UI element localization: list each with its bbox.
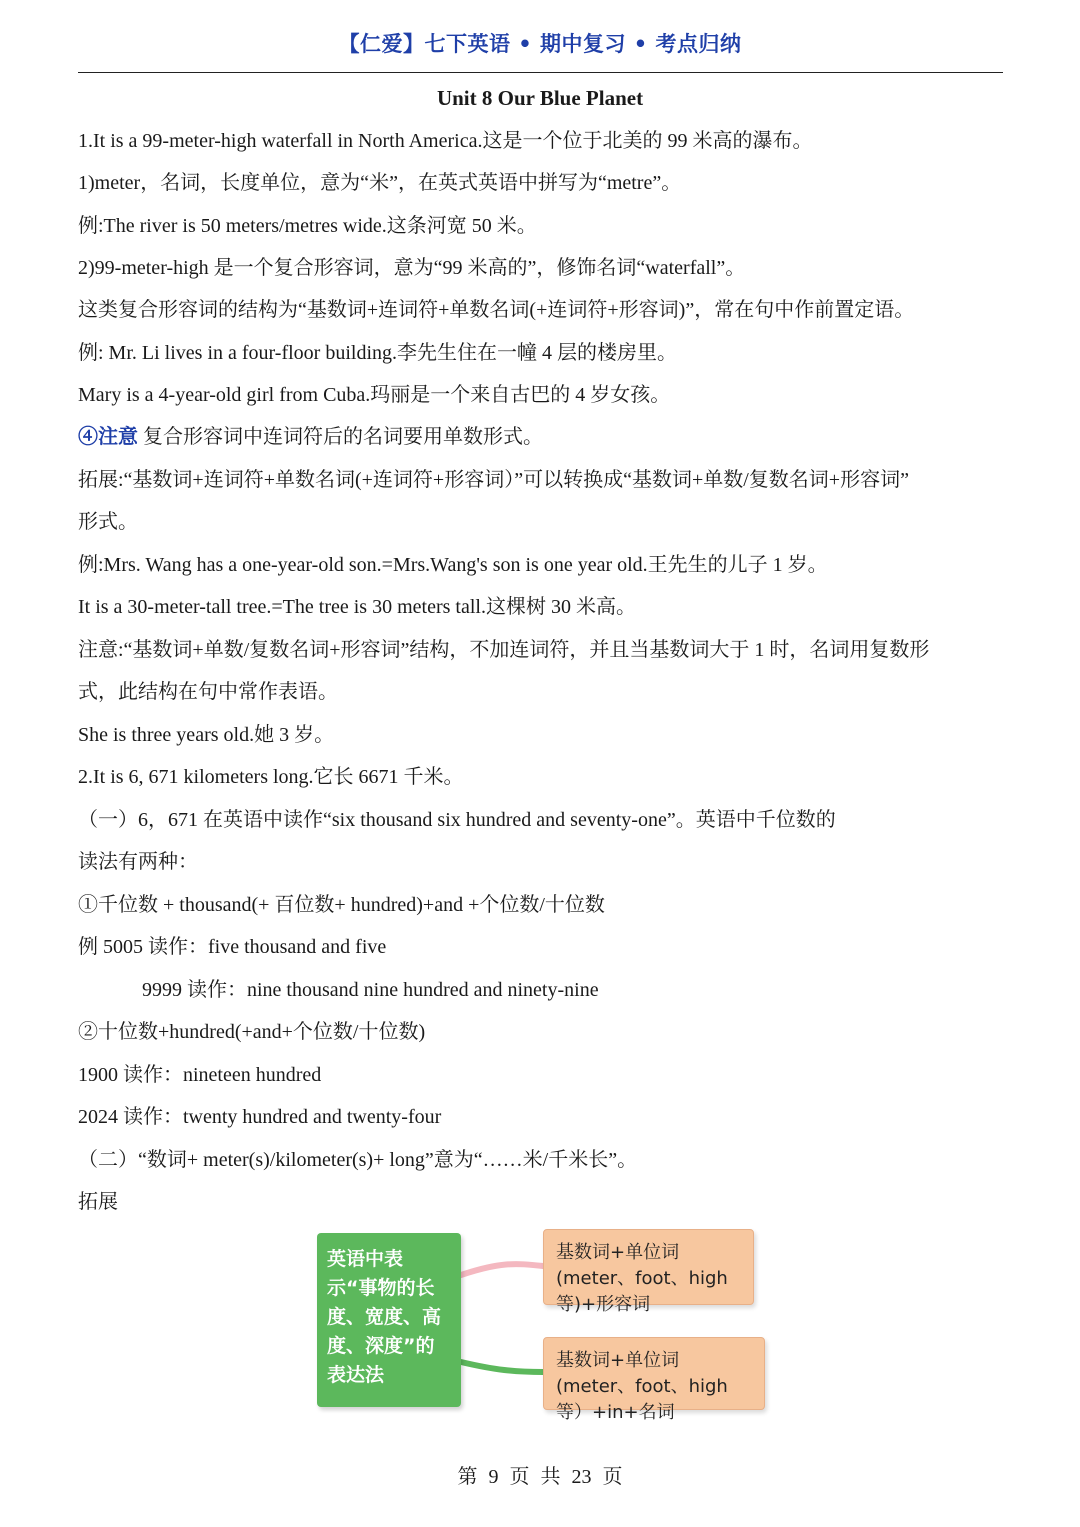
mindmap-branch-2: 基数词+单位词(meter、foot、high等）+in+名词 — [543, 1337, 765, 1410]
example-mary: Mary is a 4-year-old girl from Cuba.玛丽是一个来自古巴的 4 岁女孩。 — [78, 384, 671, 406]
example-river: 例:The river is 50 meters/metres wide.这条河宽 50 米。 — [78, 215, 537, 237]
example-mrs-wang: 例:Mrs. Wang has a one-year-old son.=Mrs.Wang's son is one year old.王先生的儿子 1 岁。 — [78, 554, 828, 576]
method-1: ①千位数 + thousand(+ 百位数+ hundred)+and +个位数/十位数 — [78, 894, 605, 916]
example-mr-li: 例: Mr. Li lives in a four-floor building.李先生住在一幢 4 层的楼房里。 — [78, 342, 678, 364]
example-9999: 9999 读作：nine thousand nine hundred and ninety-nine — [142, 979, 599, 1001]
reading-numbers-2: 读法有两种： — [78, 851, 198, 873]
attention-label: ④注意 — [78, 426, 138, 448]
method-2: ②十位数+hundred(+and+个位数/十位数) — [78, 1021, 426, 1043]
document-header: 【仁爱】七下英语 • 期中复习 • 考点归纳 — [338, 32, 742, 56]
point-1-sentence: 1.It is a 99-meter-high waterfall in North America.这是一个位于北美的 99 米高的瀑布。 — [78, 130, 813, 152]
example-1900: 1900 读作：nineteen hundred — [78, 1064, 322, 1086]
attention-structure-1: 注意:“基数词+单数/复数名词+形容词”结构，不加连词符，并且当基数词大于 1 时，名词用复数形 — [78, 639, 930, 661]
length-expression: （二）“数词+ meter(s)/kilometer(s)+ long”意为“……米/千米长”。 — [78, 1149, 638, 1171]
example-5005: 例 5005 读作：five thousand and five — [78, 936, 387, 958]
note-compound-adjective: 2)99-meter-high 是一个复合形容词，意为“99 米高的”，修饰名词“waterfall”。 — [78, 257, 746, 279]
extension-note-1: 拓展:“基数词+连词符+单数名词(+连词符+形容词）”可以转换成“基数词+单数/复数名词+形容词” — [78, 469, 909, 491]
point-2-sentence: 2.It is 6, 671 kilometers long.它长 6671 千米。 — [78, 766, 464, 788]
reading-numbers-1: （一）6，671 在英语中读作“six thousand six hundred and seventy-one”。英语中千位数的 — [78, 809, 836, 831]
note-meter: 1)meter，名词，长度单位，意为“米”，在英式英语中拼写为“metre”。 — [78, 172, 682, 194]
connector-bottom — [461, 1362, 543, 1372]
connector-top — [461, 1264, 543, 1275]
example-tree: It is a 30-meter-tall tree.=The tree is 30 meters tall.这棵树 30 米高。 — [78, 596, 636, 618]
compound-structure: 这类复合形容词的结构为“基数词+连词符+单数名词(+连词符+形容词)”，常在句中作前置定语。 — [78, 299, 915, 321]
page-footer: 第 9 页 共 23 页 — [457, 1466, 623, 1488]
extension-label: 拓展 — [78, 1191, 118, 1213]
example-three-years: She is three years old.她 3 岁。 — [78, 724, 335, 746]
unit-title: Unit 8 Our Blue Planet — [436, 86, 644, 110]
example-2024: 2024 读作：twenty hundred and twenty-four — [78, 1106, 442, 1128]
mindmap-branch-1: 基数词+单位词(meter、foot、high等)+形容词 — [543, 1229, 754, 1305]
extension-note-2: 形式。 — [78, 511, 138, 533]
attention-text: 复合形容词中连词符后的名词要用单数形式。 — [138, 426, 543, 448]
mindmap-main-node: 英语中表示“事物的长度、宽度、高度、深度”的表达法 — [317, 1233, 461, 1407]
attention-structure-2: 式，此结构在句中常作表语。 — [78, 681, 338, 703]
